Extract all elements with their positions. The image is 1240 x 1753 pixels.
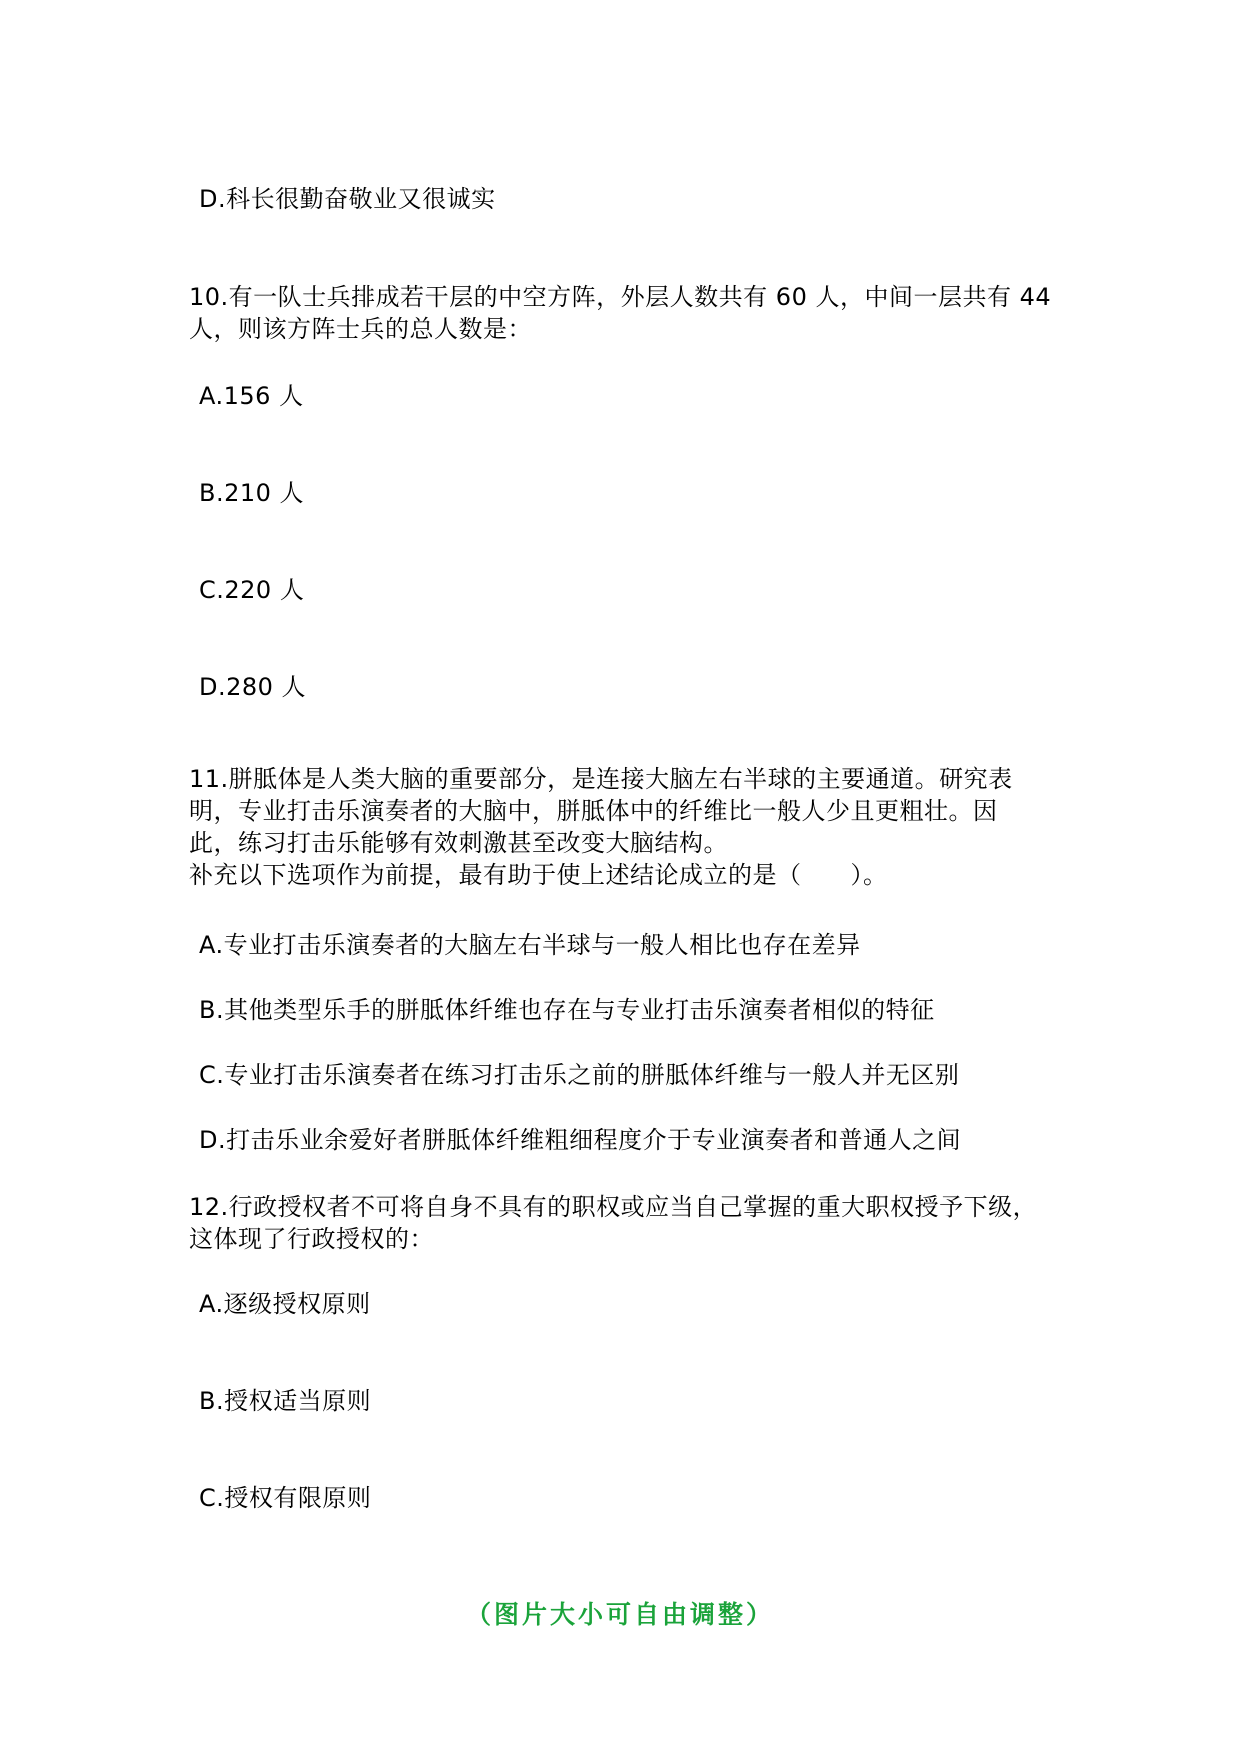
q12-option-b: B.授权适当原则	[199, 1387, 372, 1415]
q12-stem-line-1: 12.行政授权者不可将自身不具有的职权或应当自己掌握的重大职权授予下级，	[189, 1193, 1038, 1221]
q12-stem-line-2: 这体现了行政授权的：	[189, 1225, 434, 1253]
q11-option-c: C.专业打击乐演奏者在练习打击乐之前的胼胝体纤维与一般人并无区别	[199, 1061, 960, 1089]
q11-option-a: A.专业打击乐演奏者的大脑左右半球与一般人相比也存在差异	[199, 931, 861, 959]
q11-stem-line-3: 此，练习打击乐能够有效刺激甚至改变大脑结构。	[189, 829, 728, 857]
q11-stem-line-4: 补充以下选项作为前提，最有助于使上述结论成立的是（ ）。	[189, 861, 888, 889]
q11-stem-line-1: 11.胼胝体是人类大脑的重要部分，是连接大脑左右半球的主要通道。研究表	[189, 765, 1013, 793]
q11-option-d: D.打击乐业余爱好者胼胝体纤维粗细程度介于专业演奏者和普通人之间	[199, 1126, 962, 1154]
q10-option-b: B.210 人	[199, 479, 305, 507]
q10-option-a: A.156 人	[199, 382, 304, 410]
q10-option-d: D.280 人	[199, 673, 307, 701]
q11-option-b: B.其他类型乐手的胼胝体纤维也存在与专业打击乐演奏者相似的特征	[199, 996, 935, 1024]
q10-stem-line-1: 10.有一队士兵排成若干层的中空方阵，外层人数共有 60 人，中间一层共有 44	[189, 283, 1052, 311]
resize-note: （图片大小可自由调整）	[465, 1600, 774, 1629]
q11-stem-line-2: 明，专业打击乐演奏者的大脑中，胼胝体中的纤维比一般人少且更粗壮。因	[189, 797, 998, 825]
q9-option-d: D.科长很勤奋敬业又很诚实	[199, 185, 496, 213]
q12-option-a: A.逐级授权原则	[199, 1290, 371, 1318]
q10-stem-line-2: 人，则该方阵士兵的总人数是：	[189, 315, 532, 343]
q12-option-c: C.授权有限原则	[199, 1484, 372, 1512]
q10-option-c: C.220 人	[199, 576, 305, 604]
